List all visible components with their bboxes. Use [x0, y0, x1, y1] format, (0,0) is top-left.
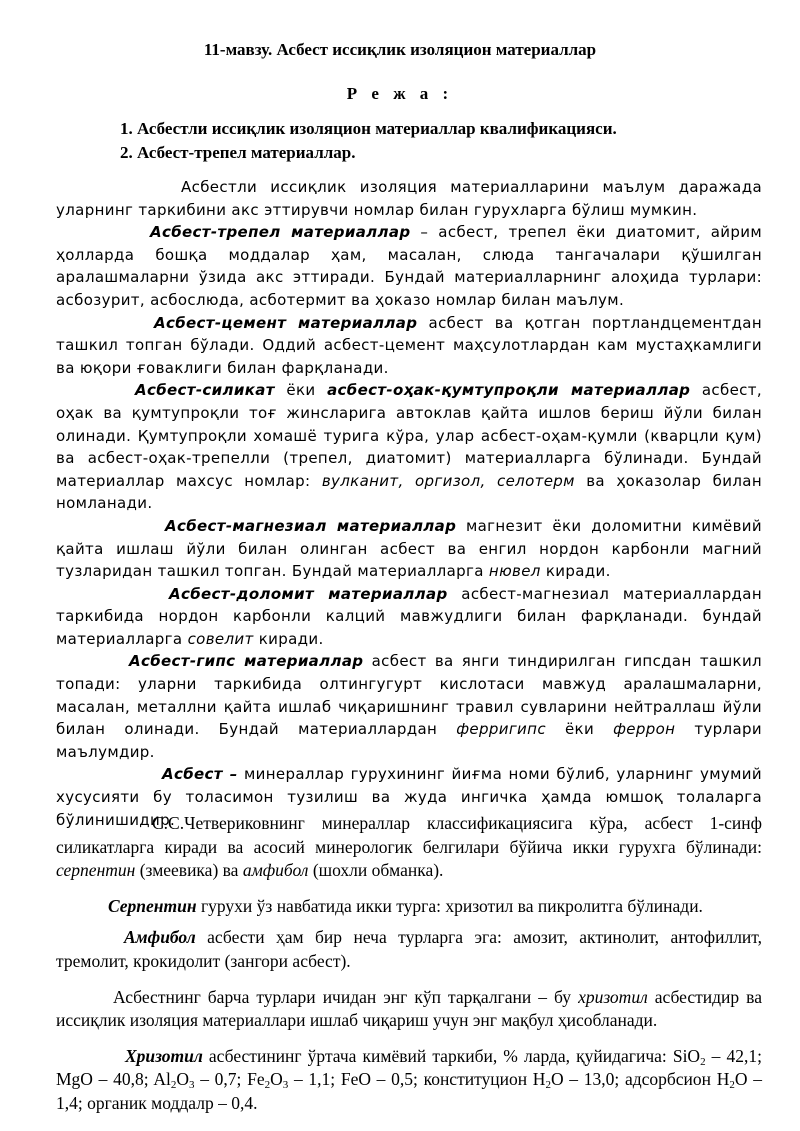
- paragraph-asbest-silicate: [56, 379, 762, 515]
- formula-subscript: 3: [282, 1079, 289, 1092]
- material-name: ферригипс: [456, 720, 546, 739]
- term-serpentine: Серпентин: [108, 895, 197, 916]
- paragraph-classification: [56, 812, 762, 883]
- body-section-sans: [56, 176, 762, 831]
- term-asbest-trepel: Асбест-трепел материаллар: [150, 223, 411, 242]
- paragraph-text: асбест, оҳак ва қумтупроқли тоғ жинсларига автоклав қайта ишлов бериш йўли билан олинади. Қумтупроқли хомашё турига кўра, улар асбест-оҳам-қумли (кварцли қум) ва асбест-оҳак-трепелли (трепел, диатомит) материалларга бўлинади. Бундай материаллар махсус номлар:: [56, 381, 762, 490]
- formula-text: – 42,1; MgO – 40,8; Al: [56, 1045, 762, 1090]
- paragraph-text: (змеевика) ва: [135, 860, 243, 881]
- term-asbest-cement: Асбест-цемент материаллар: [154, 313, 418, 332]
- term-asbest-magnesia: Асбест-магнезиал материаллар: [165, 516, 457, 535]
- term-asbest-gypsum: Асбест-гипс материаллар: [129, 652, 364, 671]
- paragraph-text: Асбестли иссиқлик изоляция материалларини маълум даражада уларнинг таркибини акс эттирувчи номлар билан гурухларга бўлиш мумкин.: [56, 178, 762, 219]
- formula-text: – 0,7; Fe: [194, 1069, 265, 1090]
- paragraph-text: гурухи ўз навбатида икки турга: хризотил ва пикролитга бўлинади.: [196, 895, 703, 916]
- paragraph-text: С.С.Четвериковнинг минераллар классификациясига кўра, асбест 1-синф силикатларга киради ва асосий минерологик белгилари бўйича икки гурухга бўлинади:: [56, 813, 762, 857]
- term-asbest: Асбест –: [162, 765, 238, 784]
- paragraph-serpentine: [56, 895, 762, 919]
- mineral-name: хризотил: [578, 986, 648, 1007]
- paragraph-text: минераллар гурухининг йиғма номи бўлиб, уларнинг умумий хусусияти бу толасимон тузилиш ва жуда ингичка ҳамда юмшоқ толаларга бўлинишидир.: [56, 765, 762, 829]
- document-title: 11-мавзу. Асбест иссиқлик изоляцион материаллар: [203, 40, 597, 59]
- material-name: нювел: [488, 562, 541, 581]
- formula-text: O – 1,4; органик моддалр – 0,4.: [56, 1069, 762, 1113]
- paragraph-asbest-magnesia: [56, 515, 762, 583]
- term-chrysotile: Хризотил: [125, 1045, 203, 1066]
- formula-subscript: 2: [729, 1079, 735, 1092]
- paragraph-text: Асбестнинг барча турлари ичидан энг кўп тарқалгани – бу: [113, 986, 579, 1007]
- paragraph-amphibole: [56, 926, 762, 973]
- mineral-name: серпентин: [56, 860, 136, 881]
- paragraph-asbest-cement: [56, 312, 762, 380]
- paragraph-asbest-trepel: [56, 221, 762, 311]
- paragraph-text: киради.: [540, 562, 611, 581]
- plan-item: 2. Асбест-трепел материаллар.: [120, 143, 356, 162]
- paragraph-asbest-dolomite: [56, 583, 762, 651]
- material-name: совелит: [187, 629, 254, 648]
- paragraph-text: ёки: [274, 381, 328, 400]
- paragraph-chrysotile-composition: [56, 1045, 762, 1116]
- paragraph-asbest-gypsum: [56, 650, 762, 763]
- paragraph-text: асбест ва янги тиндирилган гипсдан ташкил топади: уларни таркибида олтингугурт кислотаси мавжуд аралашмаларни, масалан, металлни қайта ишлаб чиқаришнинг травил сувларини нейтраллаш йўли билан олинади. Бундай материаллардан: [56, 652, 762, 739]
- paragraph-text: асбестидир ва иссиқлик изоляция материаллари ишлаб чиқариш учун энг мақбул ҳисобланади.: [56, 986, 762, 1031]
- paragraph-text: киради.: [253, 629, 324, 648]
- plan-list: [120, 117, 740, 165]
- formula-subscript: 2: [700, 1055, 706, 1068]
- formula-text: O: [270, 1069, 283, 1090]
- body-section-serif: [56, 812, 762, 1116]
- plan-item: 1. Асбестли иссиқлик изоляцион материаллар квалификацияси.: [120, 119, 617, 138]
- term-asbest-silicate: Асбест-силикат: [135, 381, 275, 400]
- mineral-name: амфибол: [242, 860, 309, 881]
- formula-subscript: 2: [170, 1079, 177, 1092]
- paragraph-text: магнезит ёки доломитни кимёвий қайта ишлаш йўли билан олинган асбест ва енгил нордон карбонли магний тузларидан ташкил топган. Бундай материалларга: [56, 516, 762, 581]
- plan-heading: Р е ж а :: [346, 84, 454, 103]
- material-names: вулканит, оргизол, селотерм: [321, 471, 575, 490]
- paragraph-text: (шохли обманка).: [308, 860, 444, 881]
- term-asbest-dolomite: Асбест-доломит материаллар: [169, 584, 448, 603]
- formula-text: O: [176, 1069, 189, 1090]
- formula-subscript: 3: [188, 1079, 195, 1092]
- paragraph-text: турлари маълумдир.: [56, 720, 762, 761]
- formula-text: – 1,1; FeO – 0,5; конституцион H: [288, 1069, 546, 1090]
- paragraph-text: асбест ва қотган портландцементдан ташкил топган бўлади. Оддий асбест-цемент маҳсулотлардан кам мустаҳкамлиги ва юқори ғоваклиги билан фарқланади.: [56, 313, 762, 377]
- paragraph-text: – асбест, трепел ёки диатомит, айрим ҳолларда бошқа моддалар ҳам, масалан, слюда тангачалари қўшилган аралашмаларни ўзида акс эттиради. Бундай материалларнинг алоҳида турлари: асбозурит, асбослюда, асботермит ва ҳоказо номлар билан маълум.: [56, 223, 763, 309]
- term-asbest-lime-sand: асбест-оҳак-қумтупроқли материаллар: [327, 381, 691, 400]
- formula-text: асбестининг ўртача кимёвий таркиби, % ларда, қуйидагича: SiO: [202, 1045, 701, 1066]
- paragraph-text: ва ҳоказолар билан номланади.: [56, 471, 762, 513]
- paragraph-text: ёки: [545, 720, 614, 739]
- material-name: феррон: [613, 720, 676, 739]
- formula-text: O – 13,0; адсорбсион H: [550, 1069, 730, 1090]
- term-amphibole: Амфибол: [124, 927, 196, 948]
- paragraph-text: асбест-магнезиал материаллардан таркибида нордон карбонли калций мавжудлиги билан фарқланади. бундай материалларга: [56, 584, 762, 648]
- formula-subscript: 2: [264, 1079, 271, 1092]
- paragraph-text: асбести ҳам бир неча турларга эга: амозит, актинолит, антофиллит, тремолит, крокидолит (зангори асбест).: [56, 927, 762, 971]
- paragraph-chrysotile-usage: [56, 986, 762, 1033]
- paragraph-intro: [56, 176, 762, 221]
- formula-subscript: 2: [545, 1079, 551, 1092]
